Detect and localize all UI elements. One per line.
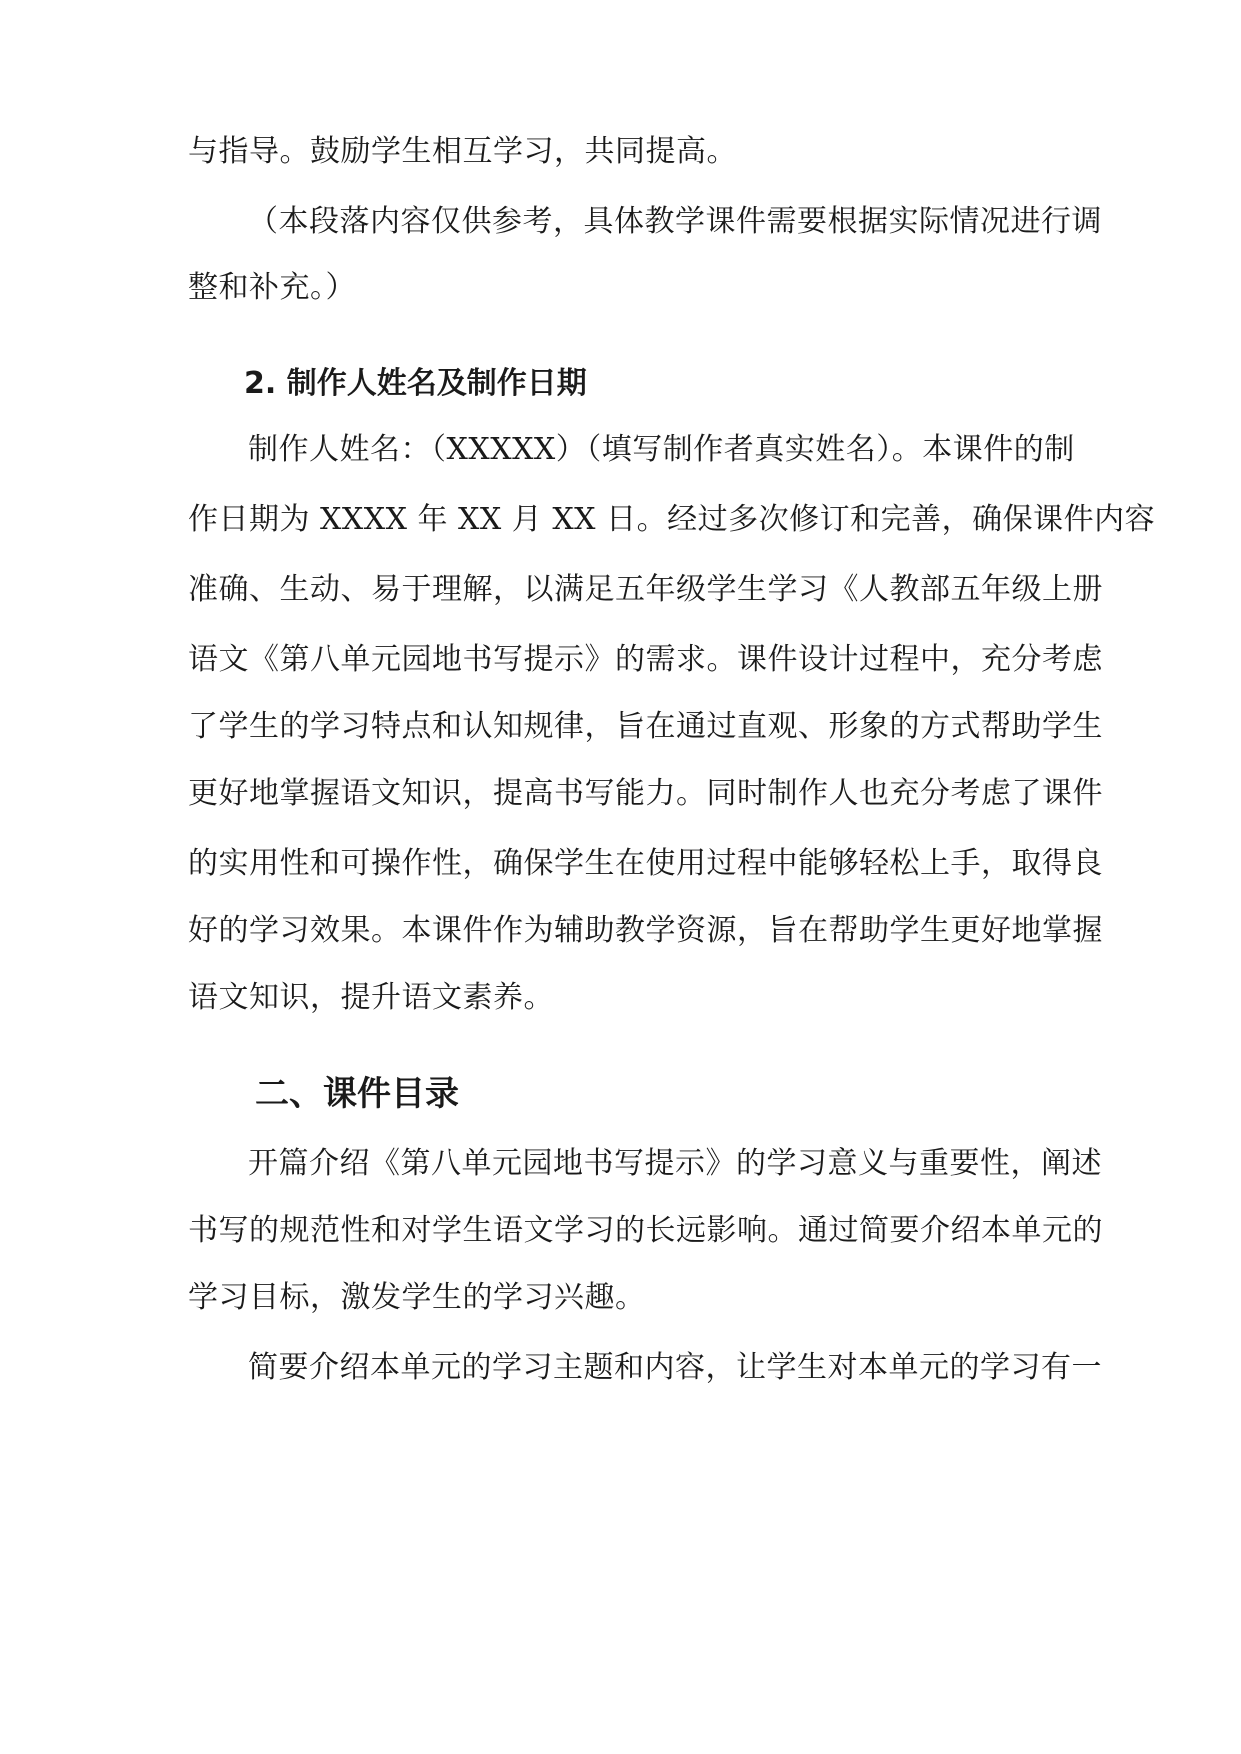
chapter-heading: 二、课件目录 xyxy=(255,1074,459,1114)
section-heading: 2. 制作人姓名及制作日期 xyxy=(244,366,587,401)
paragraph-line: 了学生的学习特点和认知规律，旨在通过直观、形象的方式帮助学生 xyxy=(188,709,1103,744)
paragraph-line: 语文知识，提升语文素养。 xyxy=(188,980,554,1015)
paragraph-line: 与指导。鼓励学生相互学习，共同提高。 xyxy=(188,134,737,169)
paragraph-line: 语文《第八单元园地书写提示》的需求。课件设计过程中，充分考虑 xyxy=(188,642,1103,677)
paragraph-line: 整和补充。） xyxy=(188,270,356,305)
paragraph-line: 学习目标，激发学生的学习兴趣。 xyxy=(188,1280,646,1315)
paragraph-line: 书写的规范性和对学生语文学习的长远影响。通过简要介绍本单元的 xyxy=(188,1213,1103,1248)
paragraph-line: 开篇介绍《第八单元园地书写提示》的学习意义与重要性，阐述 xyxy=(248,1146,1102,1181)
paragraph-line: 制作人姓名：（XXXXX）（填写制作者真实姓名）。本课件的制 xyxy=(248,432,1075,467)
paragraph-line: 简要介绍本单元的学习主题和内容，让学生对本单元的学习有一 xyxy=(248,1350,1102,1385)
paragraph-line: 作日期为 XXXX 年 XX 月 XX 日。经过多次修订和完善，确保课件内容 xyxy=(188,502,1156,537)
paragraph-line: 好的学习效果。本课件作为辅助教学资源，旨在帮助学生更好地掌握 xyxy=(188,913,1103,948)
paragraph-line: 准确、生动、易于理解，以满足五年级学生学习《人教部五年级上册 xyxy=(188,572,1103,607)
paragraph-line: （本段落内容仅供参考，具体教学课件需要根据实际情况进行调 xyxy=(248,204,1102,239)
paragraph-line: 更好地掌握语文知识，提高书写能力。同时制作人也充分考虑了课件 xyxy=(188,776,1103,811)
paragraph-line: 的实用性和可操作性，确保学生在使用过程中能够轻松上手，取得良 xyxy=(188,846,1103,881)
